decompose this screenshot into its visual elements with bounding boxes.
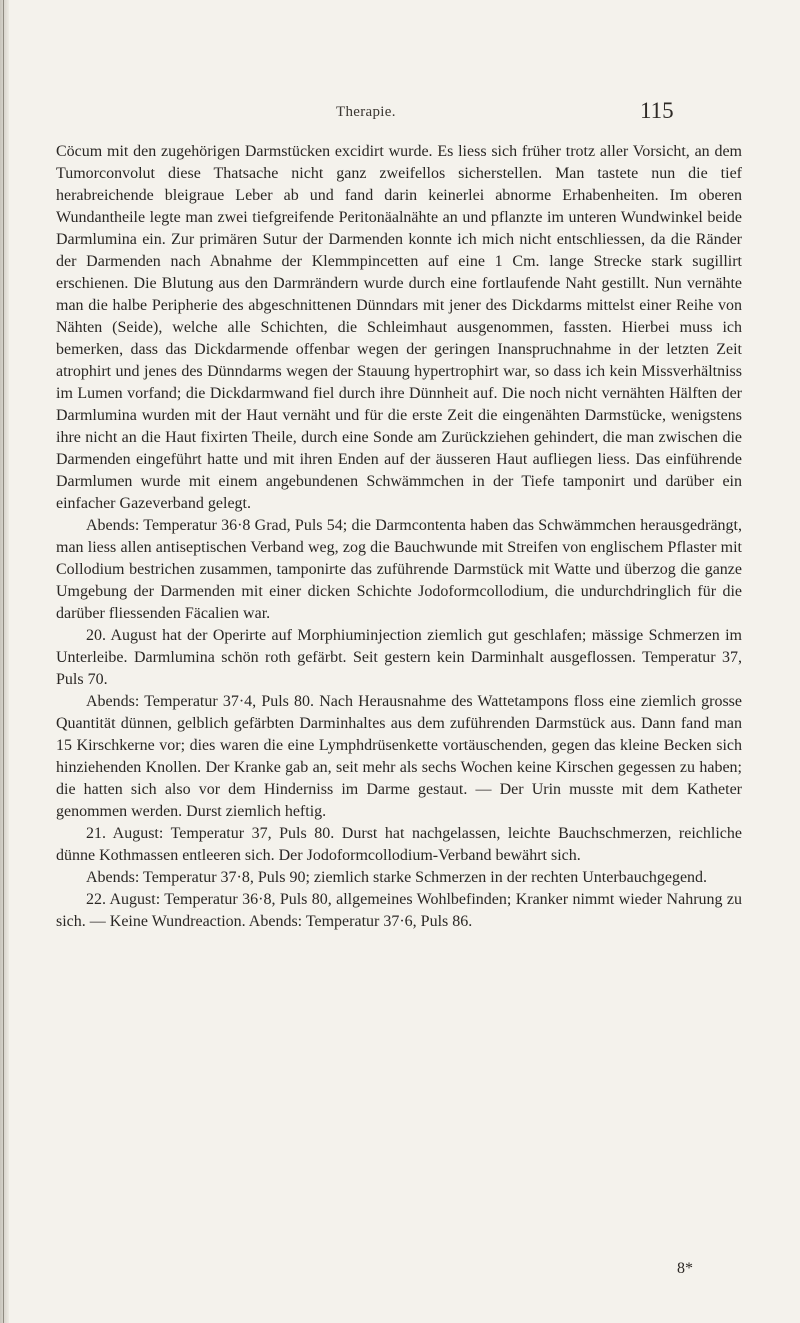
body-text: [56, 141, 742, 933]
page-number: 115: [640, 98, 674, 123]
page-binding-edge: [0, 0, 9, 1323]
paragraph: 20. August hat der Operirte auf Morphiuminjection ziemlich gut geschlafen; mässige Schmerzen im Unterleibe. Darmlumina schön roth gefärbt. Seit gestern kein Darminhalt ausgeflossen. Temperatur 37, Puls 70.: [56, 627, 742, 688]
paragraph: Cöcum mit den zugehörigen Darmstücken excidirt wurde. Es liess sich früher trotz aller Vorsicht, an dem Tumorconvolut diese Thatsache nicht ganz zweifellos sicherstellen. Man tastete nun die tief herabreichende bleigraue Leber ab und fand darin keinerlei abnorme Erhabenheiten. Im oberen Wundantheile legte man zwei tiefgreifende Peritonäalnähte an und pflanzte im unteren Wundwinkel beide Darmlumina ein. Zur primären Sutur der Darmenden konnte ich mich nicht entschliessen, da die Ränder der Darmenden nach Abnahme der Klemmpincetten auf eine 1 Cm. lange Strecke stark sugillirt erschienen. Die Blutung aus den Darmrändern wurde durch eine fortlaufende Naht gestillt. Nun vernähte man die halbe Peripherie des abgeschnittenen Dünndars mit jener des Dickdarms mittelst einer Reihe von Nähten (Seide), welche alle Schichten, die Schleimhaut ausgenommen, fassten. Hierbei muss ich bemerken, dass das Dickdarmende offenbar wegen der geringen Inanspruchnahme in der letzten Zeit atrophirt und jenes des Dünndarms wegen der Stauung hypertrophirt war, so dass ich kein Missverhältniss im Lumen vorfand; die Dickdarmwand fiel durch ihre Dünnheit auf. Die noch nicht vernähten Hälften der Darmlumina wurden mit der Haut vernäht und für die erste Zeit die eingenähten Darmstücke, wenigstens ihre nicht an die Haut fixirten Theile, durch eine Sonde am Zurückziehen gehindert, die man zwischen die Darmenden eingeführt hatte und mit ihren Enden auf der äusseren Haut aufliegen liess. Das einführende Darmlumen wurde mit einem angebundenen Schwämmchen in der Tiefe tamponirt und darüber ein einfacher Gazeverband gelegt.: [56, 143, 742, 512]
paragraph: 21. August: Temperatur 37, Puls 80. Durst hat nachgelassen, leichte Bauchschmerzen, reichliche dünne Kothmassen entleeren sich. Der Jodoformcollodium-Verband bewährt sich.: [56, 825, 742, 864]
paragraph: 22. August: Temperatur 36·8, Puls 80, allgemeines Wohlbefinden; Kranker nimmt wieder Nahrung zu sich. — Keine Wundreaction. Abends: Temperatur 37·6, Puls 86.: [56, 891, 742, 930]
page-header: [0, 98, 800, 128]
page-binding-line: [3, 0, 4, 1323]
running-head: Therapie.: [336, 104, 396, 120]
paragraph: Abends: Temperatur 36·8 Grad, Puls 54; die Darmcontenta haben das Schwämmchen herausgedrängt, man liess allen antiseptischen Verband weg, zog die Bauchwunde mit Streifen von englischem Pflaster mit Collodium bestrichen zusammen, tamponirte das zuführende Darmstück mit Watte und überzog die ganze Umgebung der Darmenden mit einer dicken Schichte Jodoformcollodium, die undurchdringlich für die darüber fliessenden Fäcalien war.: [56, 517, 742, 622]
signature-mark: 8*: [677, 1260, 693, 1277]
paragraph: Abends: Temperatur 37·4, Puls 80. Nach Herausnahme des Wattetampons floss eine ziemlich grosse Quantität dünnen, gelblich gefärbten Darminhaltes aus dem zuführenden Darmstück aus. Dann fand man 15 Kirschkerne vor; dies waren die eine Lymphdrüsenkette vortäuschenden, gegen das kleine Becken sich hinziehenden Knollen. Der Kranke gab an, seit mehr als sechs Wochen keine Kirschen gegessen zu haben; die hatten sich also vor dem Hinderniss im Darme gestaut. — Der Urin musste mit dem Katheter genommen werden. Durst ziemlich heftig.: [56, 693, 742, 820]
paragraph: Abends: Temperatur 37·8, Puls 90; ziemlich starke Schmerzen in der rechten Unterbauchgegend.: [86, 869, 708, 886]
